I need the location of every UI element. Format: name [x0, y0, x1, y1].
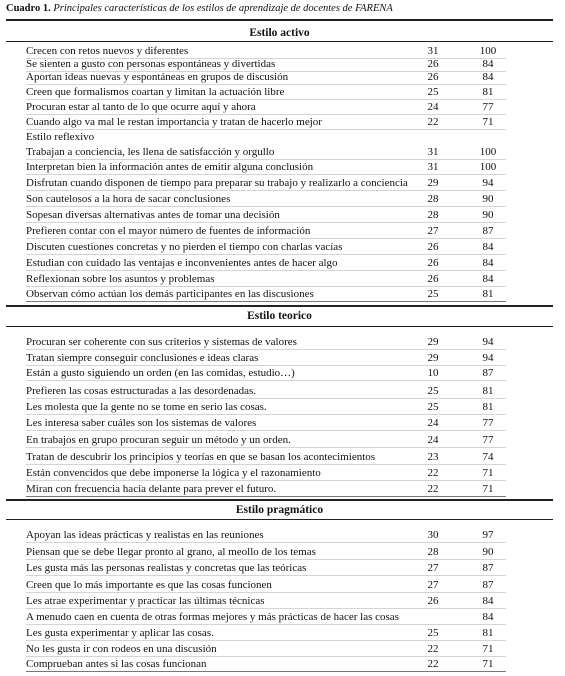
section-title-reflexivo: Estilo reflexivo — [26, 131, 95, 143]
row-percent: 90 — [482, 193, 494, 205]
row-percent: 94 — [482, 177, 494, 189]
row-statement: Estudian con cuidado las ventajas e inconvenientes antes de hacer algo — [26, 257, 338, 269]
row-percent: 90 — [482, 209, 494, 221]
row-statement: Creen que lo más importante es que las cosas funcionen — [26, 579, 272, 591]
row-percent: 84 — [482, 257, 494, 269]
row-statement: Creen que formalismos coartan y limitan la actuación libre — [26, 86, 285, 98]
table-row — [0, 483, 565, 499]
row-count: 26 — [427, 241, 439, 253]
row-divider — [26, 480, 506, 481]
row-divider — [26, 447, 506, 448]
row-statement: No les gusta ir con rodeos en una discusión — [26, 643, 217, 655]
row-percent: 81 — [482, 385, 494, 397]
row-count: 31 — [427, 161, 439, 173]
row-divider — [26, 656, 506, 657]
table-row — [0, 546, 565, 562]
row-statement: Tratan siempre conseguir conclusiones e ideas claras — [26, 352, 259, 364]
table-row — [0, 417, 565, 433]
table-row — [0, 161, 565, 177]
row-percent: 84 — [482, 241, 494, 253]
row-statement: Crecen con retos nuevos y diferentes — [26, 45, 189, 57]
row-count: 24 — [427, 101, 439, 113]
row-divider — [26, 206, 506, 207]
row-statement: Piensan que se debe llegar pronto al grano, al meollo de los temas — [26, 546, 316, 558]
row-count: 27 — [427, 225, 439, 237]
row-divider — [26, 174, 506, 175]
row-percent: 84 — [482, 611, 494, 623]
row-divider — [26, 301, 506, 302]
row-count: 28 — [427, 209, 439, 221]
row-divider — [26, 559, 506, 560]
row-count: 24 — [427, 434, 439, 446]
row-divider — [26, 542, 506, 543]
section-title-activo: Estilo activo — [249, 27, 310, 39]
row-divider — [26, 365, 506, 366]
row-statement: Trabajan a conciencia, les llena de satisfacción y orgullo — [26, 146, 275, 158]
table-row — [0, 643, 565, 659]
row-count: 22 — [427, 658, 439, 670]
row-percent: 94 — [482, 352, 494, 364]
table-row — [0, 434, 565, 450]
row-divider — [26, 671, 506, 672]
row-percent: 81 — [482, 86, 494, 98]
row-count: 26 — [427, 58, 439, 70]
row-divider — [26, 222, 506, 223]
row-divider — [26, 159, 506, 160]
row-count: 28 — [427, 546, 439, 558]
section-rule — [6, 499, 553, 501]
table-row — [0, 451, 565, 467]
table-row — [0, 177, 565, 193]
row-statement: Les atrae experimentar y practicar las últimas técnicas — [26, 595, 265, 607]
row-count: 22 — [427, 116, 439, 128]
row-divider — [26, 592, 506, 593]
table-row — [0, 241, 565, 257]
row-percent: 84 — [482, 71, 494, 83]
row-percent: 71 — [482, 467, 494, 479]
table-row — [0, 367, 565, 383]
table-row — [0, 257, 565, 273]
row-statement: Les gusta más las personas realistas y concretas que las teóricas — [26, 562, 307, 574]
row-percent: 77 — [482, 101, 494, 113]
row-divider — [26, 624, 506, 625]
table-row — [0, 288, 565, 304]
row-count: 26 — [427, 273, 439, 285]
row-count: 22 — [427, 483, 439, 495]
row-percent: 81 — [482, 627, 494, 639]
row-percent: 87 — [482, 562, 494, 574]
row-statement: Miran con frecuencia hacia delante para prever el futuro. — [26, 483, 277, 495]
row-divider — [26, 84, 506, 85]
row-divider — [26, 349, 506, 350]
row-count: 25 — [427, 86, 439, 98]
table-row — [0, 71, 565, 87]
row-count: 25 — [427, 401, 439, 413]
row-statement: Comprueban antes si las cosas funcionan — [26, 658, 207, 670]
row-statement: Les molesta que la gente no se tome en serio las cosas. — [26, 401, 267, 413]
row-percent: 77 — [482, 434, 494, 446]
table-row — [0, 352, 565, 368]
row-count: 26 — [427, 595, 439, 607]
table-row — [0, 209, 565, 225]
row-statement: Procuran ser coherente con sus criterios y sistemas de valores — [26, 336, 297, 348]
row-statement: Observan cómo actúan los demás participantes en las discusiones — [26, 288, 314, 300]
row-statement: Se sienten a gusto con personas espontáneas y divertidas — [26, 58, 276, 70]
row-statement: Prefieren contar con el mayor número de fuentes de información — [26, 225, 311, 237]
table-row — [0, 101, 565, 117]
row-percent: 84 — [482, 58, 494, 70]
row-statement: Reflexionan sobre los asuntos y problemas — [26, 273, 215, 285]
row-divider — [26, 398, 506, 399]
table-row — [0, 611, 565, 627]
row-statement: Sopesan diversas alternativas antes de tomar una decisión — [26, 209, 280, 221]
row-count: 24 — [427, 417, 439, 429]
row-statement: Apoyan las ideas prácticas y realistas en las reuniones — [26, 529, 264, 541]
section-rule — [6, 326, 553, 327]
row-divider — [26, 114, 506, 115]
row-count: 27 — [427, 562, 439, 574]
row-statement: Les gusta experimentar y aplicar las cosas. — [26, 627, 214, 639]
row-statement: Aportan ideas nuevas y espontáneas en grupos de discusión — [26, 71, 289, 83]
row-percent: 100 — [479, 45, 497, 57]
row-count: 31 — [427, 45, 439, 57]
table-row — [0, 562, 565, 578]
table-row — [0, 401, 565, 417]
row-count: 28 — [427, 193, 439, 205]
row-divider — [26, 254, 506, 255]
table-row — [0, 336, 565, 352]
row-divider — [26, 270, 506, 271]
row-count: 23 — [427, 451, 439, 463]
row-percent: 84 — [482, 595, 494, 607]
row-percent: 71 — [482, 483, 494, 495]
row-count: 27 — [427, 579, 439, 591]
row-percent: 100 — [479, 161, 497, 173]
row-statement: A menudo caen en cuenta de otras formas mejores y más prácticas de hacer las cosas — [26, 611, 399, 623]
row-statement: Cuando algo va mal le restan importancia y tratan de hacerlo mejor — [26, 116, 322, 128]
row-count: 25 — [427, 627, 439, 639]
row-count: 29 — [427, 177, 439, 189]
row-divider — [26, 99, 506, 100]
table-row — [0, 225, 565, 241]
row-percent: 87 — [482, 367, 494, 379]
row-statement: Son cautelosos a la hora de sacar conclusiones — [26, 193, 231, 205]
row-percent: 71 — [482, 643, 494, 655]
row-statement: En trabajos en grupo procuran seguir un método y un orden. — [26, 434, 291, 446]
row-statement: Interpretan bien la información antes de emitir alguna conclusión — [26, 161, 314, 173]
row-count: 25 — [427, 385, 439, 397]
row-count: 26 — [427, 71, 439, 83]
row-count: 30 — [427, 529, 439, 541]
row-percent: 100 — [479, 146, 497, 158]
table-row — [0, 627, 565, 643]
row-divider — [26, 430, 506, 431]
row-divider — [26, 380, 506, 381]
row-statement: Discuten cuestiones concretas y no pierden el tiempo con charlas vacías — [26, 241, 343, 253]
row-percent: 81 — [482, 401, 494, 413]
row-percent: 90 — [482, 546, 494, 558]
table-row — [0, 146, 565, 162]
row-percent: 77 — [482, 417, 494, 429]
section-title-teorico: Estilo teorico — [247, 310, 312, 322]
section-rule — [6, 41, 553, 42]
row-count: 29 — [427, 352, 439, 364]
section-title-pragmatico: Estilo pragmático — [235, 504, 324, 516]
table-row — [0, 273, 565, 289]
row-count: 26 — [427, 257, 439, 269]
top-rule — [6, 19, 553, 21]
caption-label: Cuadro 1. — [6, 3, 51, 14]
row-count: 31 — [427, 146, 439, 158]
row-statement: Prefieren las cosas estructuradas a las desordenadas. — [26, 385, 256, 397]
row-count: 10 — [427, 367, 439, 379]
row-percent: 84 — [482, 273, 494, 285]
row-count: 22 — [427, 467, 439, 479]
table-row — [0, 467, 565, 483]
row-percent: 94 — [482, 336, 494, 348]
row-percent: 71 — [482, 658, 494, 670]
table-row — [0, 385, 565, 401]
table-row — [0, 193, 565, 209]
row-percent: 87 — [482, 225, 494, 237]
row-divider — [26, 640, 506, 641]
row-divider — [26, 575, 506, 576]
table-row — [0, 595, 565, 611]
section-rule — [6, 519, 553, 520]
row-divider — [26, 238, 506, 239]
row-divider — [26, 414, 506, 415]
caption-title: Principales características de los estilos de aprendizaje de docentes de FARENA — [53, 3, 393, 14]
row-divider — [26, 464, 506, 465]
row-divider — [26, 129, 506, 130]
row-statement: Disfrutan cuando disponen de tiempo para preparar su trabajo y realizarlo a conciencia — [26, 177, 408, 189]
row-divider — [26, 496, 506, 497]
row-count: 25 — [427, 288, 439, 300]
row-statement: Están convencidos que debe imponerse la lógica y el razonamiento — [26, 467, 321, 479]
row-percent: 74 — [482, 451, 494, 463]
row-percent: 71 — [482, 116, 494, 128]
row-divider — [26, 286, 506, 287]
row-statement: Están a gusto siguiendo un orden (en las comidas, estudio…) — [26, 367, 295, 379]
row-statement: Procuran estar al tanto de lo que ocurre aquí y ahora — [26, 101, 256, 113]
table-row — [0, 658, 565, 674]
row-percent: 87 — [482, 579, 494, 591]
table-row — [0, 116, 565, 132]
row-count: 29 — [427, 336, 439, 348]
row-divider — [26, 608, 506, 609]
section-rule — [6, 305, 553, 307]
table-row — [0, 86, 565, 102]
table-row — [0, 579, 565, 595]
row-percent: 81 — [482, 288, 494, 300]
table-row — [0, 529, 565, 545]
row-count: 22 — [427, 643, 439, 655]
row-statement: Tratan de descubrir los principios y teorías en que se basan los acontecimientos — [26, 451, 376, 463]
row-statement: Les interesa saber cuáles son los sistemas de valores — [26, 417, 257, 429]
row-percent: 97 — [482, 529, 494, 541]
row-divider — [26, 190, 506, 191]
table-caption — [6, 3, 393, 14]
